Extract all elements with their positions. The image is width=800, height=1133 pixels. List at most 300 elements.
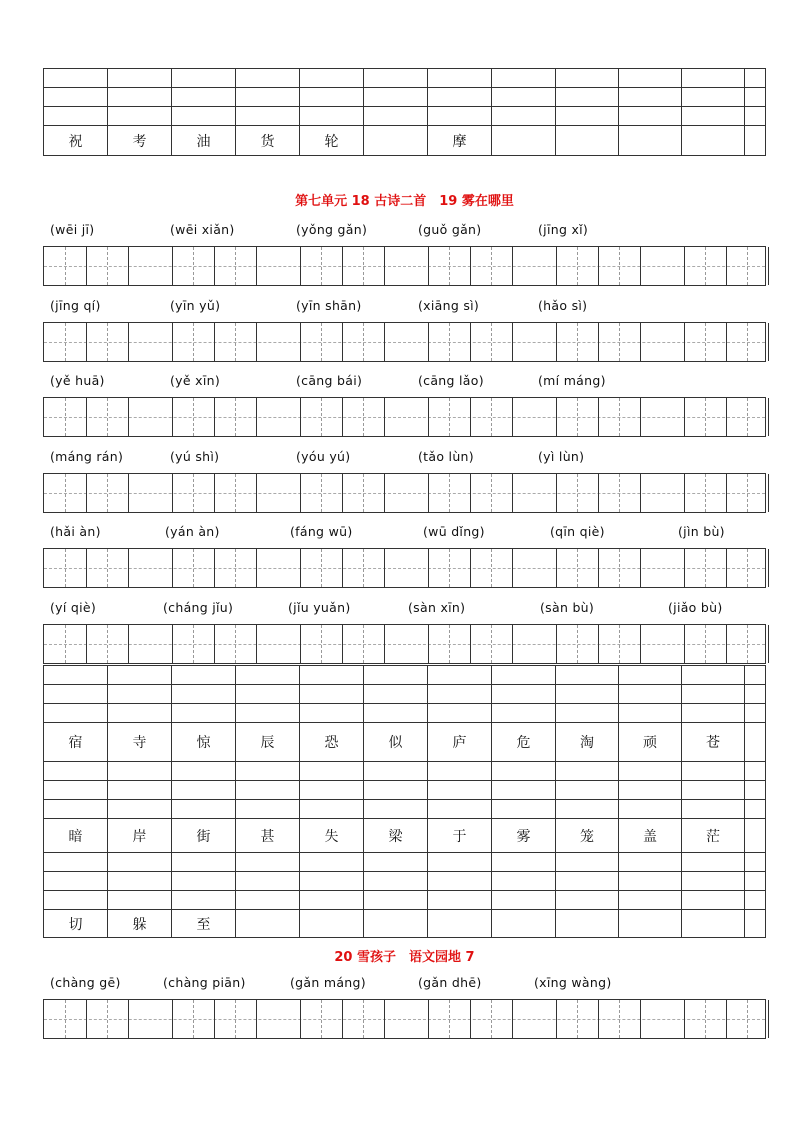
grid-line <box>256 474 257 512</box>
char-cell <box>492 126 556 156</box>
grid-line <box>172 323 173 361</box>
writing-cell <box>428 666 492 685</box>
char-cell: 切 <box>44 910 108 938</box>
grid-line <box>384 474 385 512</box>
writing-cell <box>172 762 236 781</box>
char-cell: 寺 <box>108 723 172 762</box>
grid-dash-line <box>619 398 620 436</box>
writing-cell <box>556 69 619 88</box>
grid-line <box>768 1000 769 1038</box>
pinyin-label: (máng rán) <box>50 449 124 464</box>
char-cell <box>745 723 766 762</box>
writing-cell <box>44 800 108 819</box>
writing-cell <box>428 781 492 800</box>
grid-dash-line <box>449 247 450 285</box>
writing-cell <box>236 762 300 781</box>
grid-dash-line <box>235 549 236 587</box>
grid-dash-line <box>193 625 194 663</box>
grid-dash-line <box>235 1000 236 1038</box>
grid-line <box>214 549 215 587</box>
grid-dash-line <box>619 247 620 285</box>
writing-cell <box>556 704 619 723</box>
pinyin-label: (xiāng sì) <box>418 298 480 313</box>
grid-line <box>256 625 257 663</box>
writing-cell <box>492 781 556 800</box>
grid-line <box>726 247 727 285</box>
grid-line <box>640 1000 641 1038</box>
grid-dash-line <box>491 323 492 361</box>
char-cell: 危 <box>492 723 556 762</box>
char-cell <box>364 910 428 938</box>
grid-dash-line <box>449 398 450 436</box>
writing-cell <box>492 800 556 819</box>
writing-cell <box>745 685 766 704</box>
writing-cell <box>44 704 108 723</box>
grid-dash-line <box>193 549 194 587</box>
grid-line <box>556 474 557 512</box>
writing-cell <box>682 891 745 910</box>
char-cell <box>300 910 364 938</box>
grid-dash-line <box>235 323 236 361</box>
grid-line <box>300 474 301 512</box>
grid-dash-line <box>705 1000 706 1038</box>
writing-cell <box>682 107 745 126</box>
writing-cell <box>745 666 766 685</box>
grid-dash-line <box>705 474 706 512</box>
grid-line <box>512 1000 513 1038</box>
grid-dash-line <box>577 549 578 587</box>
grid-line <box>556 323 557 361</box>
char-cell: 苍 <box>682 723 745 762</box>
grid-line <box>300 1000 301 1038</box>
writing-cell <box>236 781 300 800</box>
grid-line <box>684 549 685 587</box>
grid-line <box>768 625 769 663</box>
grid-guide-line <box>44 342 765 343</box>
char-cell: 盖 <box>619 819 682 853</box>
char-cell <box>364 126 428 156</box>
tianzige-row <box>43 322 766 362</box>
pinyin-label: (yīn shān) <box>296 298 362 313</box>
grid-dash-line <box>747 323 748 361</box>
char-cell: 失 <box>300 819 364 853</box>
writing-cell <box>619 69 682 88</box>
writing-cell <box>745 781 766 800</box>
grid-dash-line <box>577 625 578 663</box>
blank-row <box>44 800 766 819</box>
pinyin-label: (yǒng gǎn) <box>296 222 368 237</box>
grid-dash-line <box>65 474 66 512</box>
writing-cell <box>236 891 300 910</box>
writing-cell <box>300 891 364 910</box>
writing-cell <box>300 88 364 107</box>
grid-line <box>428 1000 429 1038</box>
writing-cell <box>556 107 619 126</box>
grid-guide-line <box>44 493 765 494</box>
writing-cell <box>619 88 682 107</box>
grid-line <box>342 323 343 361</box>
char-cell: 至 <box>172 910 236 938</box>
grid-line <box>598 398 599 436</box>
grid-line <box>342 1000 343 1038</box>
writing-cell <box>364 69 428 88</box>
grid-line <box>214 398 215 436</box>
writing-cell <box>364 666 428 685</box>
writing-cell <box>556 685 619 704</box>
grid-line <box>86 398 87 436</box>
grid-line <box>214 323 215 361</box>
grid-line <box>86 323 87 361</box>
grid-line <box>300 549 301 587</box>
writing-cell <box>172 704 236 723</box>
grid-dash-line <box>107 1000 108 1038</box>
pinyin-label: (guǒ gǎn) <box>418 222 482 237</box>
char-cell <box>745 126 766 156</box>
writing-cell <box>556 872 619 891</box>
writing-cell <box>172 107 236 126</box>
grid-dash-line <box>107 398 108 436</box>
writing-cell <box>428 704 492 723</box>
grid-line <box>384 549 385 587</box>
pinyin-label: (yīn yǔ) <box>170 298 221 313</box>
char-row <box>44 126 766 156</box>
blank-row <box>44 666 766 685</box>
grid-line <box>256 549 257 587</box>
grid-line <box>342 625 343 663</box>
writing-cell <box>428 891 492 910</box>
grid-line <box>342 474 343 512</box>
writing-cell <box>428 107 492 126</box>
grid-line <box>128 474 129 512</box>
grid-line <box>428 398 429 436</box>
grid-dash-line <box>705 625 706 663</box>
grid-dash-line <box>235 398 236 436</box>
writing-cell <box>492 891 556 910</box>
pinyin-label: (yóu yú) <box>296 449 351 464</box>
grid-line <box>556 549 557 587</box>
grid-dash-line <box>321 1000 322 1038</box>
char-row <box>44 910 766 938</box>
grid-dash-line <box>491 474 492 512</box>
grid-dash-line <box>577 247 578 285</box>
pinyin-label: (yě xīn) <box>170 373 221 388</box>
grid-line <box>172 625 173 663</box>
grid-dash-line <box>107 549 108 587</box>
writing-cell <box>300 781 364 800</box>
grid-dash-line <box>193 474 194 512</box>
grid-line <box>726 398 727 436</box>
writing-cell <box>745 853 766 872</box>
char-cell <box>619 910 682 938</box>
writing-cell <box>619 762 682 781</box>
tianzige-row <box>43 624 766 664</box>
grid-line <box>214 247 215 285</box>
grid-dash-line <box>65 625 66 663</box>
writing-cell <box>172 891 236 910</box>
writing-cell <box>236 666 300 685</box>
writing-cell <box>108 685 172 704</box>
grid-dash-line <box>491 1000 492 1038</box>
char-cell <box>556 910 619 938</box>
grid-dash-line <box>321 474 322 512</box>
char-cell: 恐 <box>300 723 364 762</box>
writing-cell <box>492 666 556 685</box>
tianzige-row <box>43 246 766 286</box>
pinyin-label: (yě huā) <box>50 373 105 388</box>
char-cell: 暗 <box>44 819 108 853</box>
pinyin-label: (gǎn dhē) <box>418 975 482 990</box>
grid-line <box>86 247 87 285</box>
writing-cell <box>619 666 682 685</box>
writing-cell <box>682 762 745 781</box>
writing-cell <box>44 872 108 891</box>
grid-line <box>342 398 343 436</box>
grid-dash-line <box>65 398 66 436</box>
writing-cell <box>108 872 172 891</box>
grid-dash-line <box>619 323 620 361</box>
writing-cell <box>619 781 682 800</box>
grid-dash-line <box>363 1000 364 1038</box>
char-cell: 似 <box>364 723 428 762</box>
grid-dash-line <box>65 1000 66 1038</box>
char-cell <box>556 126 619 156</box>
writing-cell <box>556 853 619 872</box>
writing-cell <box>108 107 172 126</box>
grid-dash-line <box>363 247 364 285</box>
writing-cell <box>236 800 300 819</box>
writing-cell <box>428 872 492 891</box>
blank-row <box>44 107 766 126</box>
pinyin-label: (yì lùn) <box>538 449 585 464</box>
writing-cell <box>172 781 236 800</box>
grid-line <box>128 625 129 663</box>
grid-line <box>128 398 129 436</box>
writing-cell <box>556 891 619 910</box>
grid-line <box>640 323 641 361</box>
pinyin-label: (gǎn máng) <box>290 975 366 990</box>
writing-cell <box>619 891 682 910</box>
grid-dash-line <box>449 625 450 663</box>
writing-cell <box>556 762 619 781</box>
writing-cell <box>682 800 745 819</box>
grid-line <box>684 474 685 512</box>
writing-cell <box>236 685 300 704</box>
grid-line <box>684 398 685 436</box>
grid-line <box>598 323 599 361</box>
pinyin-row <box>50 600 766 618</box>
grid-line <box>128 323 129 361</box>
grid-dash-line <box>107 323 108 361</box>
grid-line <box>172 1000 173 1038</box>
blank-row <box>44 891 766 910</box>
grid-guide-line <box>44 568 765 569</box>
grid-line <box>172 398 173 436</box>
writing-cell <box>300 872 364 891</box>
grid-dash-line <box>107 247 108 285</box>
grid-line <box>726 1000 727 1038</box>
grid-dash-line <box>321 549 322 587</box>
writing-cell <box>619 685 682 704</box>
writing-cell <box>108 781 172 800</box>
writing-cell <box>172 800 236 819</box>
grid-line <box>256 247 257 285</box>
writing-cell <box>745 107 766 126</box>
pinyin-label: (cháng jǐu) <box>163 600 234 615</box>
writing-cell <box>172 666 236 685</box>
pinyin-label: (mí máng) <box>538 373 606 388</box>
char-cell: 街 <box>172 819 236 853</box>
writing-cell <box>428 800 492 819</box>
writing-cell <box>682 853 745 872</box>
char-cell: 庐 <box>428 723 492 762</box>
pinyin-label: (tǎo lùn) <box>418 449 474 464</box>
writing-cell <box>428 69 492 88</box>
char-cell <box>428 910 492 938</box>
grid-line <box>470 625 471 663</box>
blank-row <box>44 853 766 872</box>
grid-dash-line <box>705 247 706 285</box>
writing-cell <box>745 891 766 910</box>
blank-row <box>44 685 766 704</box>
grid-line <box>214 625 215 663</box>
writing-cell <box>556 666 619 685</box>
writing-cell <box>682 88 745 107</box>
writing-cell <box>492 872 556 891</box>
grid-line <box>640 549 641 587</box>
pinyin-label: (wēi xiǎn) <box>170 222 235 237</box>
grid-line <box>470 1000 471 1038</box>
grid-line <box>640 247 641 285</box>
grid-line <box>512 549 513 587</box>
grid-line <box>128 1000 129 1038</box>
writing-cell <box>492 853 556 872</box>
writing-cell <box>44 891 108 910</box>
writing-cell <box>745 872 766 891</box>
grid-line <box>470 549 471 587</box>
grid-line <box>684 247 685 285</box>
pinyin-label: (jǐu yuǎn) <box>288 600 351 615</box>
writing-cell <box>428 762 492 781</box>
pinyin-row <box>50 975 766 993</box>
char-cell: 祝 <box>44 126 108 156</box>
char-cell: 淘 <box>556 723 619 762</box>
grid-dash-line <box>449 323 450 361</box>
writing-cell <box>364 704 428 723</box>
writing-cell <box>236 704 300 723</box>
writing-cell <box>682 781 745 800</box>
writing-cell <box>364 781 428 800</box>
grid-dash-line <box>449 474 450 512</box>
grid-dash-line <box>193 398 194 436</box>
grid-line <box>640 398 641 436</box>
writing-cell <box>172 872 236 891</box>
writing-cell <box>108 853 172 872</box>
unit20-title: 20 雪孩子 语文园地 7 <box>334 950 475 965</box>
char-cell: 躲 <box>108 910 172 938</box>
char-cell: 惊 <box>172 723 236 762</box>
writing-cell <box>556 88 619 107</box>
unit7-title: 第七单元 18 古诗二首 19 雾在哪里 <box>295 194 514 209</box>
writing-cell <box>492 88 556 107</box>
writing-cell <box>364 685 428 704</box>
character-table <box>43 665 766 938</box>
writing-cell <box>364 891 428 910</box>
writing-cell <box>108 800 172 819</box>
writing-cell <box>108 891 172 910</box>
char-cell: 笼 <box>556 819 619 853</box>
grid-dash-line <box>321 323 322 361</box>
grid-dash-line <box>363 323 364 361</box>
grid-line <box>300 398 301 436</box>
pinyin-label: (qīn qiè) <box>550 524 605 539</box>
writing-cell <box>682 685 745 704</box>
grid-line <box>384 323 385 361</box>
grid-dash-line <box>705 549 706 587</box>
writing-cell <box>492 762 556 781</box>
grid-dash-line <box>193 1000 194 1038</box>
grid-dash-line <box>65 247 66 285</box>
pinyin-label: (xīng wàng) <box>534 975 612 990</box>
writing-cell <box>108 88 172 107</box>
grid-dash-line <box>65 549 66 587</box>
writing-cell <box>300 107 364 126</box>
grid-dash-line <box>747 625 748 663</box>
grid-line <box>256 323 257 361</box>
grid-line <box>128 247 129 285</box>
grid-line <box>598 474 599 512</box>
pinyin-label: (hǎi àn) <box>50 524 101 539</box>
writing-cell <box>108 762 172 781</box>
grid-line <box>726 625 727 663</box>
grid-dash-line <box>705 323 706 361</box>
blank-row <box>44 872 766 891</box>
grid-dash-line <box>363 474 364 512</box>
char-cell: 梁 <box>364 819 428 853</box>
grid-guide-line <box>44 644 765 645</box>
writing-cell <box>108 704 172 723</box>
grid-guide-line <box>44 417 765 418</box>
writing-cell <box>44 107 108 126</box>
pinyin-label: (cāng bái) <box>296 373 363 388</box>
blank-row <box>44 88 766 107</box>
grid-dash-line <box>747 247 748 285</box>
grid-line <box>470 474 471 512</box>
writing-cell <box>492 704 556 723</box>
writing-cell <box>236 872 300 891</box>
grid-line <box>384 398 385 436</box>
pinyin-label: (wū dǐng) <box>423 524 485 539</box>
writing-cell <box>682 872 745 891</box>
writing-cell <box>682 69 745 88</box>
grid-dash-line <box>363 549 364 587</box>
char-row <box>44 723 766 762</box>
char-cell <box>745 910 766 938</box>
writing-cell <box>364 107 428 126</box>
grid-line <box>556 625 557 663</box>
char-cell: 雾 <box>492 819 556 853</box>
pinyin-row <box>50 449 766 467</box>
grid-line <box>726 474 727 512</box>
writing-cell <box>44 853 108 872</box>
writing-cell <box>236 853 300 872</box>
grid-line <box>428 474 429 512</box>
grid-line <box>768 247 769 285</box>
grid-line <box>384 625 385 663</box>
pinyin-label: (hǎo sì) <box>538 298 588 313</box>
char-cell: 考 <box>108 126 172 156</box>
grid-line <box>512 323 513 361</box>
writing-cell <box>556 781 619 800</box>
